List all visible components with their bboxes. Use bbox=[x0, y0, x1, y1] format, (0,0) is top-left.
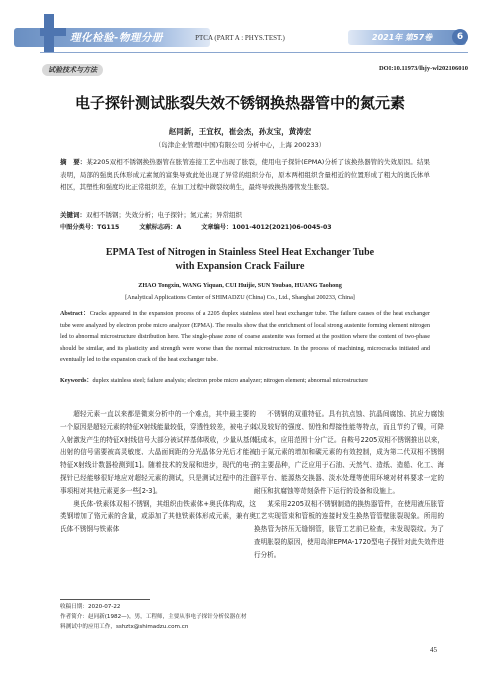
english-abstract-text: Cracks appeared in the expansion process of a 2205 duplex stainless steel heat exchanger tube. The failure causes of the heat exchanger tube were analyzed by electron probe micro analyzer (EPMA). The results show that the enrichment of local strong austenite forming element nitrogen led to abnormal microstructure distribution here. The single-phase zone of coarse austenite was formed at the position where the content of two-phase should be similar, and its plasticity and strength were worse than the normal microstructure. In the process of machining, microcracks initiated and eventually led to the expansion crack of the heat exchanger tube. bbox=[60, 311, 430, 364]
chinese-affiliation: （岛津企业管理(中国)有限公司 分析中心，上海 200233） bbox=[154, 141, 326, 149]
document-code: 文献标志码：A bbox=[139, 224, 182, 231]
chinese-authors: 赵同新，王宜权，崔会杰，孙友宝，黄涛宏 bbox=[168, 127, 312, 136]
english-authors: ZHAO Tongxin, WANG Yiquan, CUI Huijie, SUN Youbao, HUANG Taohong bbox=[138, 282, 342, 289]
chinese-keywords bbox=[60, 209, 430, 222]
body-paragraph: 不锈钢的双重特征。具有抗点蚀、抗晶间腐蚀、抗应力腐蚀以及较好的强度、韧性和焊接性能等特点，而且节约了镍，可降低成本，应用范围十分广泛。自鞍号2205双相不锈钢推出以来，由于氮元素的增加和碳元素的有效控制，成为第二代双相不锈钢的主要品种，广泛应用于石油、天然气、造纸、造船、化工、海洋平台、能源热交换器、淡水处理等使用环境对材料要求一定的耐压和抗腐蚀等苛刻条件下运行的设备和设施上。 bbox=[254, 410, 444, 495]
classification-line bbox=[60, 222, 430, 231]
body-paragraph: 超轻元素一直以来都是微束分析中的一个难点，其中最主要的一个原因是超轻元素的特征X射线能量较低，穿透性较差，被电子束入射激发产生的特征X射线信号大部分被试样基体吸收，少量从基体出射的信号需要被高灵敏度、大晶面间距的分光晶体分光后才能被特征X射线计数器检测到[1]。随着技术的发展和进步，现代的电子探针已经能够很好地应对超轻元素的测试，只是测试过程中的注意事项相对其他元素更多一些[2-3]。 bbox=[60, 410, 256, 495]
english-title-line-1: EPMA Test of Nitrogen in Stainless Steel Heat Exchanger Tube bbox=[105, 247, 375, 258]
footnotes bbox=[60, 602, 250, 632]
chinese-keywords-text: 双相不锈钢；失效分析；电子探针；氮元素；异常组织 bbox=[86, 211, 242, 219]
page-number: 45 bbox=[430, 646, 437, 654]
chinese-title: 电子探针测试胀裂失效不锈钢换热器管中的氮元素 bbox=[74, 94, 405, 112]
section-tag: 试验技术与方法 bbox=[42, 64, 103, 76]
received-date: 收稿日期：2020-07-22 bbox=[60, 604, 121, 610]
english-keywords-text: duplex stainless steel; failure analysis; electron probe micro analyzer; nitrogen element; abnormal microstructure bbox=[92, 378, 368, 384]
chinese-abstract bbox=[60, 156, 430, 194]
body-paragraph: 某采用2205双相不锈钢制造的换热器管件，在使用液压胀管工艺实现管束和管板的连接时发生换热管管壁胀裂现象。所用的换热管为挤压无缝钢管，胀管工艺前已检查，未发现裂纹。为了查明胀裂的原因，使用岛津EPMA-1720型电子探针对此失效件进行分析。 bbox=[254, 499, 444, 559]
english-abstract-label: Abstract： bbox=[60, 311, 90, 317]
article-number: 文章编号：1001-4012(2021)06-0045-03 bbox=[201, 224, 332, 231]
journal-running-title: PTCA (PART A : PHYS.TEST.) bbox=[195, 34, 285, 42]
english-keywords-label: Keywords： bbox=[60, 378, 93, 384]
journal-logo-text: 理化检验-物理分册 bbox=[70, 32, 163, 44]
clc-number: 中图分类号：TG115 bbox=[60, 224, 120, 231]
body-paragraph: 奥氏体-铁素体双相不锈钢，其组织由铁素体+奥氏体构成，这类钢增加了铬元素的含量，或添加了其他铁素体形成元素，兼有奥氏体不锈钢与铁素体 bbox=[60, 499, 256, 534]
author-bio: 作者简介：赵同新(1982—)，男，工程师，主要从事电子探针分析仪器在材料测试中的应用工作，sshztx@shimadzu.com.cn bbox=[60, 614, 247, 630]
english-title bbox=[0, 246, 480, 274]
chinese-abstract-text: 某2205双相不锈钢换热器管在胀管连接工艺中出现了胀裂，使用电子探针(EPMA)分析了该换热器管的失效原因。结果表明，局部的强奥氏体形成元素氮的富集导致此处出现了异常的组织分布，原本两相组织含量相近的位置形成了粗大的奥氏体单相区，其塑性和强度均比正常组织差，在加工过程中微裂纹萌生，最终导致换热器管发生胀裂。 bbox=[60, 158, 430, 192]
chinese-abstract-label: 摘 要： bbox=[60, 158, 87, 166]
doi: DOI:10.11973/lhjy-wl202106010 bbox=[378, 65, 468, 72]
english-abstract bbox=[60, 309, 430, 367]
footnote-divider bbox=[60, 599, 150, 600]
chinese-keywords-label: 关键词： bbox=[60, 211, 86, 219]
issue-number-badge: 6 bbox=[452, 29, 468, 45]
english-title-line-2: with Expansion Crack Failure bbox=[175, 261, 305, 272]
journal-logo-mark-icon bbox=[40, 14, 66, 52]
english-affiliation: [Analytical Applications Center of SHIMADZU (China) Co., Ltd., Shanghai 200233, China] bbox=[125, 294, 355, 301]
english-keywords bbox=[60, 376, 430, 388]
issue-label: 2021年 第57卷 bbox=[372, 33, 433, 42]
body-column-right bbox=[254, 408, 444, 562]
header-divider bbox=[40, 52, 468, 53]
body-column-left bbox=[60, 408, 256, 536]
